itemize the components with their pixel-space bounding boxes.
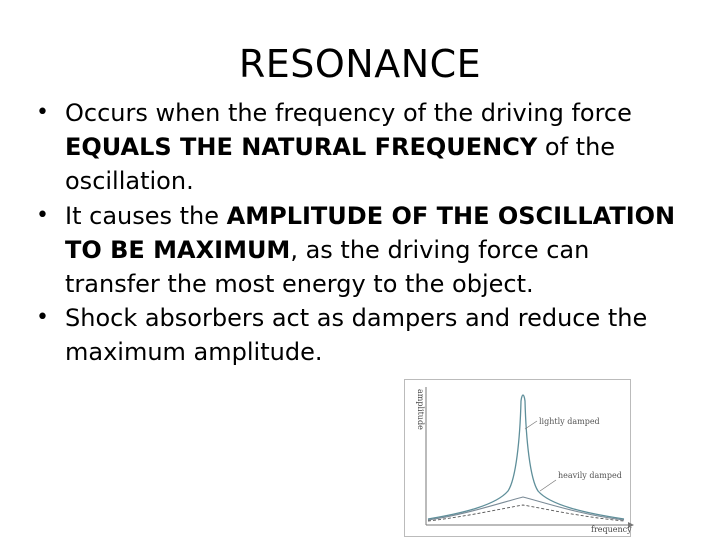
bullet-bold-text: EQUALS THE NATURAL FREQUENCY bbox=[65, 133, 538, 162]
bullet-bold-text: AMPLITUDE OF THE OSCILLATION TO BE MAXIMUM bbox=[65, 201, 676, 264]
lightly-damped-label: lightly damped bbox=[539, 417, 600, 426]
bullet-text: of the oscillation. bbox=[65, 133, 616, 196]
y-axis-label: amplitude bbox=[416, 389, 425, 430]
bullet-dot-icon: • bbox=[36, 100, 49, 125]
bullet-text: Occurs when the frequency of the driving force bbox=[65, 99, 632, 127]
graph-frame bbox=[405, 380, 631, 537]
bullet-list bbox=[36, 96, 676, 370]
bullet-dot-icon: • bbox=[36, 305, 49, 331]
slide-title: RESONANCE bbox=[238, 42, 482, 86]
bullet-item bbox=[36, 199, 676, 302]
bullet-text: , as the driving force can transfer the most energy to the object. bbox=[65, 235, 590, 299]
bullet-dot-icon: • bbox=[36, 202, 49, 228]
bullet-item bbox=[36, 96, 676, 199]
bullet-text: Shock absorbers act as dampers and reduce the maximum amplitude. bbox=[65, 304, 648, 367]
bullet-text: It causes the bbox=[65, 201, 227, 230]
bullet-item bbox=[36, 301, 676, 369]
resonance-graph bbox=[404, 379, 638, 538]
resonance-graph-svg bbox=[404, 379, 638, 538]
x-axis-label: frequency bbox=[591, 525, 632, 534]
heavily-damped-label: heavily damped bbox=[558, 471, 622, 480]
